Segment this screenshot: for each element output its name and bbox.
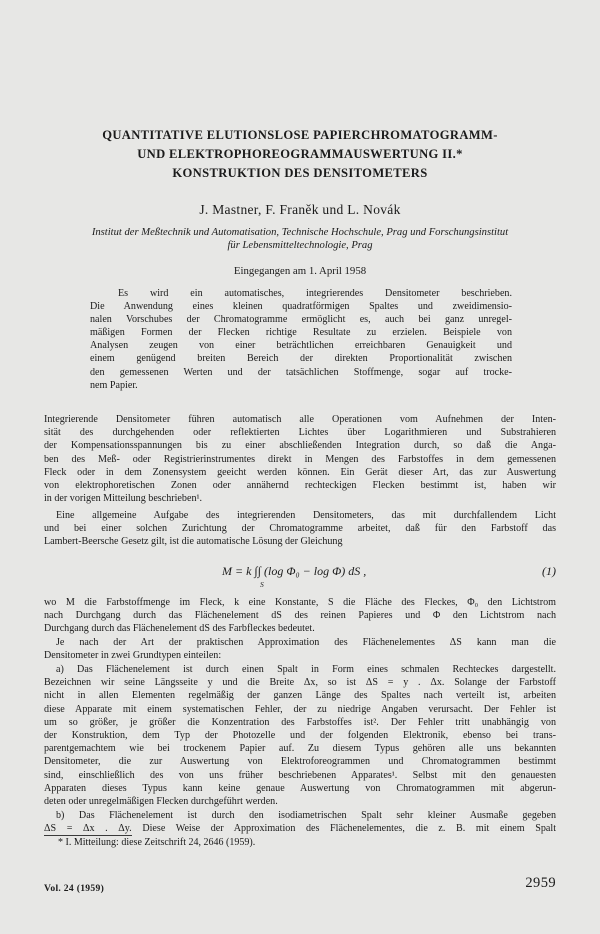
body-line: Eine allgemeine Aufgabe des integrierenden Densitometers, das mit durchfallendem Licht xyxy=(56,510,556,521)
body-line: sität des durchgehenden oder reflektierten Lichtes über Logarithmieren und Substrahieren xyxy=(44,427,556,439)
journal-volume: Vol. 24 (1959) xyxy=(44,883,105,894)
body-line: der Kompensationsspannungen bis zu einer abschließenden Integration durch, so daß die Anga- xyxy=(44,440,556,452)
abstract-line: nalen Vorschubes der Chromatogramme ermöglicht es, auch bei ganz unregel- xyxy=(90,314,512,326)
equation-1 xyxy=(44,560,556,590)
body-line: von elektrophoretischen Zonen oder annähernd rechteckigen Flecken bestimmt ist, haben wir xyxy=(44,480,556,492)
title-line: KONSTRUKTION DES DENSITOMETERS xyxy=(172,166,428,180)
institution xyxy=(30,226,570,252)
body-paragraph-3 xyxy=(44,596,556,636)
body-line: ben des Meß- oder Registrierinstrumentes direkt in Mengen des Farbstoffes in dem gemessenen xyxy=(44,453,556,465)
abstract xyxy=(90,287,512,392)
equation-expression: M = k ∫∫ (log Φ₀ − log Φ) dS , xyxy=(222,564,367,578)
body-line: Je nach der Art der praktischen Approximation des Flächenelementes ΔS kann man die xyxy=(56,637,556,648)
title-line: QUANTITATIVE ELUTIONSLOSE PAPIERCHROMATOGRAMM- xyxy=(102,128,498,142)
body-line: b) Das Flächenelement ist durch den isodiametrischen Spalt sehr kleiner Ausmaße gegeben xyxy=(56,810,556,821)
footnote-divider xyxy=(44,835,132,836)
footnote: * I. Mitteilung: diese Zeitschrift 24, 2646 (1959). xyxy=(58,837,256,848)
body-paragraph-5 xyxy=(44,663,556,808)
body-line: Densitometer in zwei Grundtypen einteilen: xyxy=(44,650,222,662)
body-line: parentgemachtem wie bei trockenem Papier auf. Zu diesem Typus gehören alle uns bekannten xyxy=(44,743,556,755)
body-line: um so größer, je größer die Konzentration des Farbstoffes ist². Der Fehler tritt unabhängig von xyxy=(44,716,556,728)
body-line: Lambert-Beersche Gesetz gilt, ist die automatische Lösung der Gleichung xyxy=(44,536,343,548)
body-paragraph-6 xyxy=(44,809,556,835)
institution-line: für Lebensmitteltechnologie, Prag xyxy=(227,240,373,251)
authors: J. Mastner, F. Franěk und L. Novák xyxy=(199,202,401,217)
body-line: wo M die Farbstoffmenge im Fleck, k eine Konstante, S die Fläche des Fleckes, Φ₀ den Lichtstrom xyxy=(44,597,556,608)
body-line: Apparaten dieses Typus kann keine genaue Auswertung von Chromatogrammen mit abgerun- xyxy=(44,782,556,794)
abstract-line: Analysen zeugen von einer beträchtlichen erreichbaren Genauigkeit und xyxy=(90,340,512,352)
body-paragraph-1 xyxy=(44,413,556,505)
abstract-line: einem genügend breiten Bereich der direkten Proportionalität zwischen xyxy=(90,353,512,365)
article-title xyxy=(40,126,560,183)
abstract-line: Die Anwendung eines kleinen quadratförmigen Spaltes und zweidimensio- xyxy=(90,301,512,313)
body-line: a) Das Flächenelement ist durch einen Spalt in Form eines schmalen Rechteckes dargestellt. xyxy=(56,664,556,675)
abstract-line: nem Papier. xyxy=(90,379,138,391)
abstract-line: Es wird ein automatisches, integrierendes Densitometer beschrieben. xyxy=(118,288,512,299)
body-line: in der vorigen Mitteilung beschrieben¹. xyxy=(44,493,203,505)
body-line: deten oder unregelmäßigen Flecken durchgeführt werden. xyxy=(44,796,278,808)
abstract-line: den gemessenen Werten und der tatsächlichen Stoffmenge, sogar auf trocke- xyxy=(90,366,512,378)
institution-line: Institut der Meßtechnik und Automatisation, Technische Hochschule, Prag und Forschungsinstitut xyxy=(91,227,509,238)
body-line: Fleck oder in dem Zonensystem geeicht werden können. Ein Gerät dieser Art, das zur Auswertung xyxy=(44,466,556,478)
body-line: sind, einschließlich des von uns früher beschriebenen Apparates¹. Selbst mit den genauesten xyxy=(44,769,556,781)
body-line: nach Durchgang durch das Flächenelement dS des reinen Papieres und Φ den Lichtstrom nach xyxy=(44,610,556,622)
received-date: Eingegangen am 1. April 1958 xyxy=(233,265,367,277)
page-number: 2959 xyxy=(525,875,556,891)
body-paragraph-4 xyxy=(44,636,556,662)
body-paragraph-2 xyxy=(44,509,556,549)
body-line: ΔS = Δx . Δy. Diese Weise der Approximation des Flächenelementes, die z. B. mit einem Spalt xyxy=(44,823,556,835)
body-line: Bezeichnen wir seine Längsseite y und die Breite Δx, so ist ΔS = y . Δx. Solange der Farbstoff xyxy=(44,677,556,689)
body-line: nicht in allen Elementen regelmäßig der ganzen Länge des Spaltes nach verteilt ist, arbeiten xyxy=(44,690,556,702)
body-line: diese Apparate mit einem systematischen Fehler, der zu niedrige Angaben verursacht. Der Fehler ist xyxy=(44,703,556,715)
equation-integral-subscript: S xyxy=(260,580,264,589)
body-line: der Konstruktion, dem Typ der Photozelle und der folgenden Elektronik, ebenso bei trans- xyxy=(44,730,556,742)
title-line: UND ELEKTROPHOREOGRAMMAUSWERTUNG II.* xyxy=(137,147,463,161)
body-line: und bei einer solchen Zurichtung der Chromatogramme arbeitet, daß für den Farbstoff das xyxy=(44,523,556,535)
body-line: Durchgang durch das Flächenelement dS des Farbfleckes bedeutet. xyxy=(44,623,315,635)
equation-number: (1) xyxy=(542,564,556,578)
body-line: Integrierende Densitometer führen automatisch alle Operationen vom Aufnehmen der Inten- xyxy=(44,414,556,425)
abstract-line: mäßigen Formen der Flecken richtige Resultate zu erzielen. Beispiele von xyxy=(90,327,512,339)
body-line: Densitometer, die zur Auswertung von Elektroforeogrammen und Chromatogrammen bestimmt xyxy=(44,756,556,768)
